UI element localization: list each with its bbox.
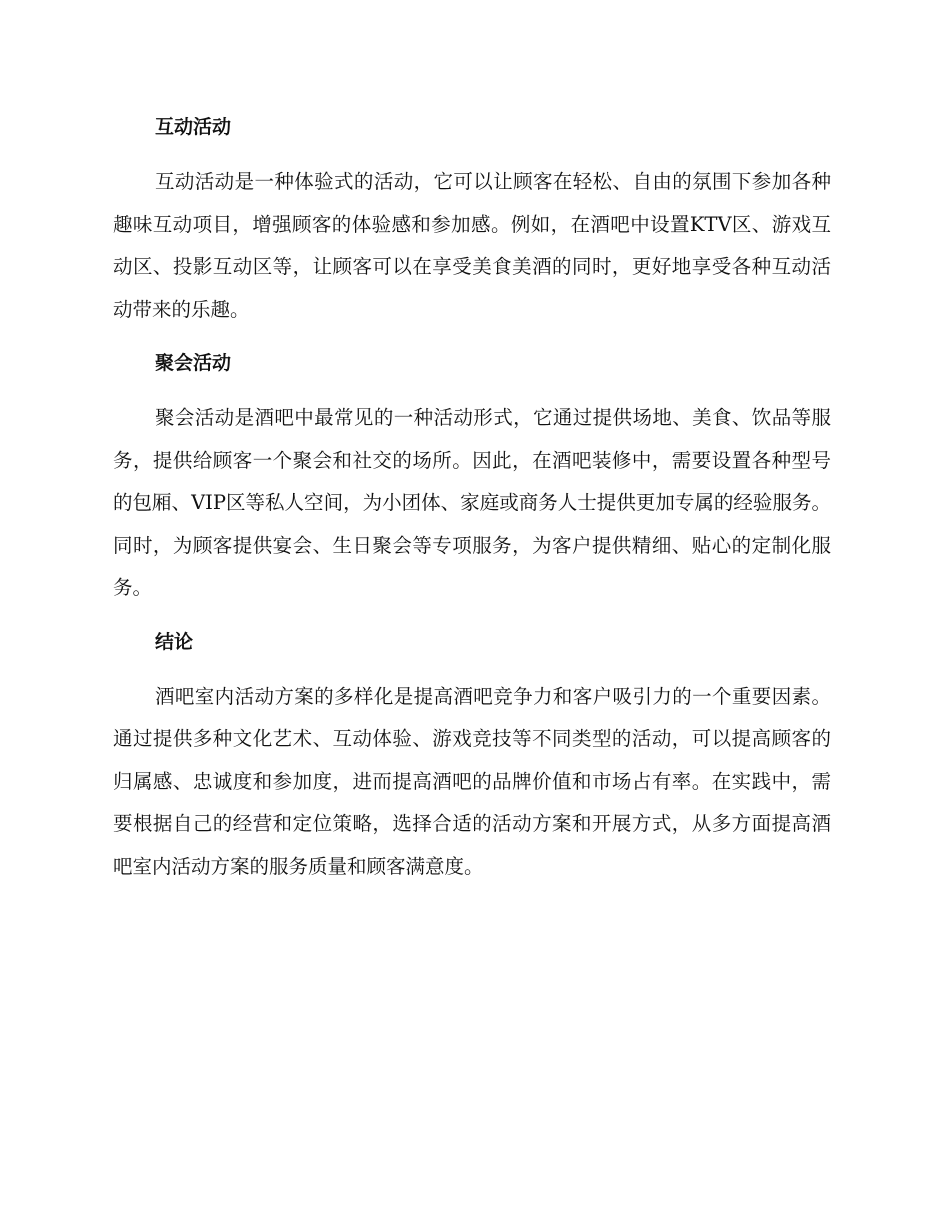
- document-content: [113, 105, 831, 898]
- section-heading: 互动活动: [155, 116, 232, 138]
- section-heading: 聚会活动: [155, 352, 232, 374]
- section-conclusion: [113, 620, 831, 889]
- section-paragraph: 互动活动是一种体验式的活动，它可以让顾客在轻松、自由的氛围下参加各种趣味互动项目，增强顾客的体验感和参加感。例如，在酒吧中设置KTV区、游戏互动区、投影互动区等，让顾客可以在享受美食美酒的同时，更好地享受各种互动活动带来的乐趣。: [113, 170, 831, 321]
- section-paragraph: 聚会活动是酒吧中最常见的一种活动形式，它通过提供场地、美食、饮品等服务，提供给顾客一个聚会和社交的场所。因此，在酒吧装修中，需要设置各种型号的包厢、VIP区等私人空间，为小团体、家庭或商务人士提供更加专属的经验服务。同时，为顾客提供宴会、生日聚会等专项服务，为客户提供精细、贴心的定制化服务。: [113, 406, 831, 599]
- section-paragraph: 酒吧室内活动方案的多样化是提高酒吧竞争力和客户吸引力的一个重要因素。通过提供多种文化艺术、互动体验、游戏竞技等不同类型的活动，可以提高顾客的归属感、忠诚度和参加度，进而提高酒吧的品牌价值和市场占有率。在实践中，需要根据自己的经营和定位策略，选择合适的活动方案和开展方式，从多方面提高酒吧室内活动方案的服务质量和顾客满意度。: [113, 684, 831, 878]
- section-party-activities: [113, 341, 831, 610]
- section-interactive-activities: [113, 105, 831, 331]
- section-heading: 结论: [155, 630, 194, 653]
